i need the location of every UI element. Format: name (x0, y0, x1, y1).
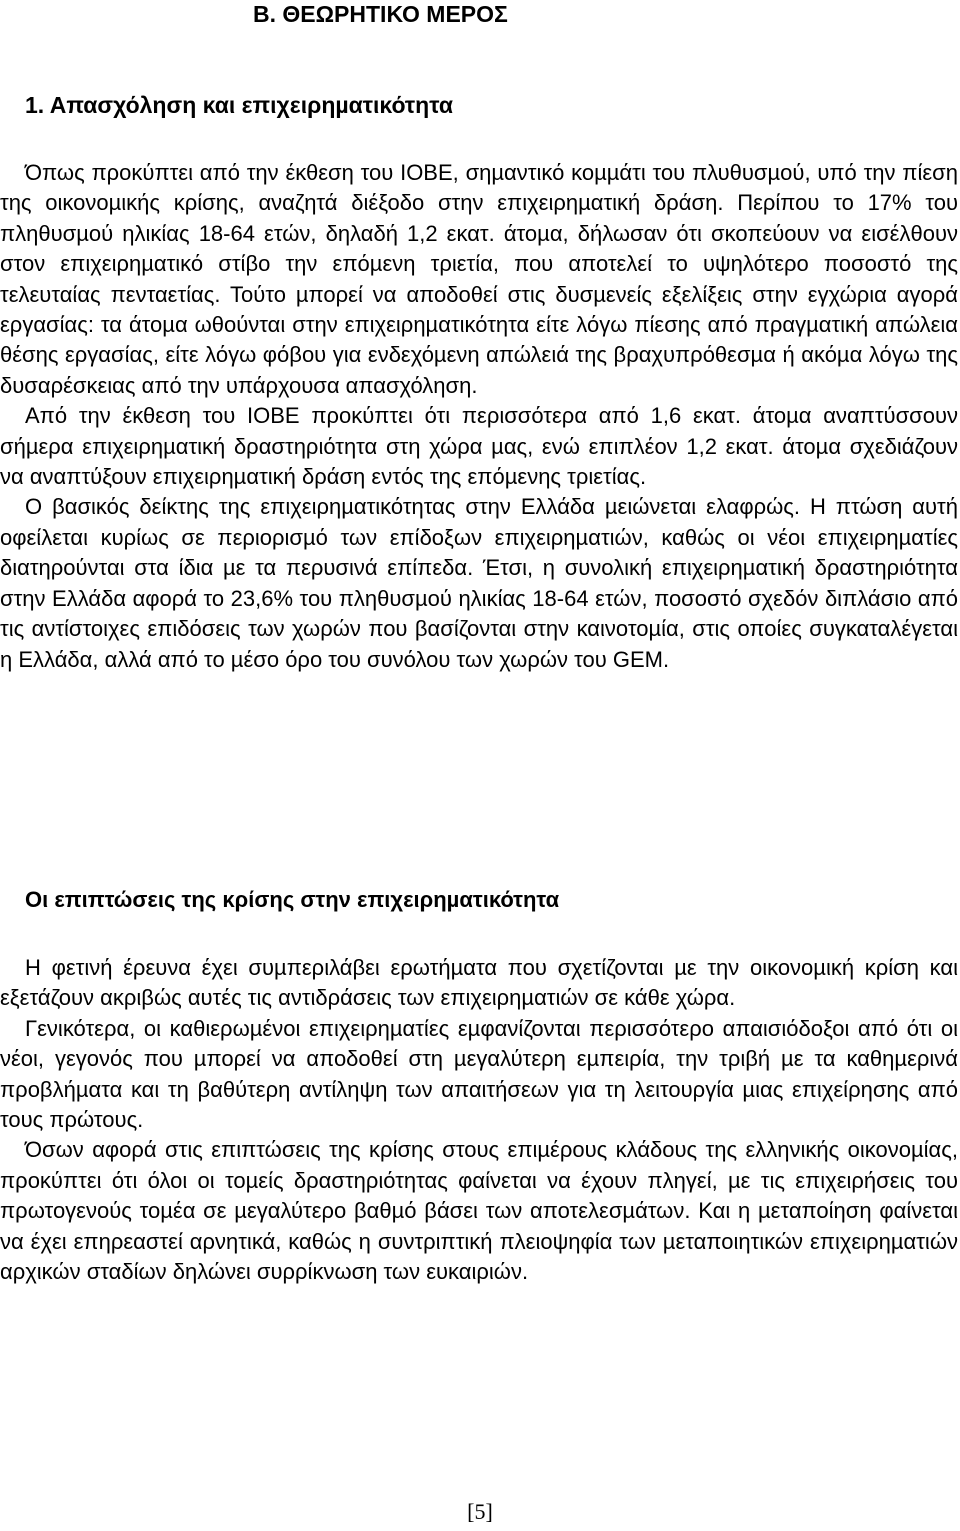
subsection-body (0, 953, 958, 1287)
paragraph-established-entrepreneurs: Γενικότερα, οι καθιερωµένοι επιχειρηµατίες εµφανίζονται περισσότερο απαισιόδοξοι από ότι οι νέοι, γεγονός που µπορεί να αποδοθεί στη µεγαλύτερη εµπειρία, την τριβή µε τα καθηµερινά προβλήµατα και τη βαθύτερη αντίληψη των απαιτήσεων για τη λειτουργία µιας επιχείρησης από τους πρώτους. (0, 1015, 958, 1133)
paragraph-main-indicator: Ο βασικός δείκτης της επιχειρηµατικότητας στην Ελλάδα µειώνεται ελαφρώς. Η πτώση αυτή οφείλεται κυρίως σε περιορισµό των επίδοξων επιχειρηµατιών, καθώς οι νέοι επιχειρηµατίες διατηρούνται στα ίδια µε τα περυσινά επίπεδα. Έτσι, η συνολική επιχειρηµατική δραστηριότητα στην Ελλάδα αφορά το 23,6% του πληθυσµού ηλικίας 18-64 ετών, ποσοστό σχεδόν διπλάσιο από τις αντίστοιχες επιδόσεις των χωρών που βασίζονται στην καινοτοµία, στις οποίες συγκαταλέγεται η Ελλάδα, αλλά από το µέσο όρο του συνόλου των χωρών του GEM. (0, 494, 958, 672)
section-body (0, 158, 958, 675)
paragraph-survey-questions: Η φετινή έρευνα έχει συµπεριλάβει ερωτήµατα που σχετίζονται µε την οικονοµική κρίση και εξετάζουν ακριβώς αυτές τις αντιδράσεις των επιχειρηµατιών σε κάθε χώρα. (0, 955, 958, 1011)
section-title: 1. Απασχόληση και επιχειρηµατικότητα (25, 92, 453, 118)
paragraph-sector-impact: Όσων αφορά στις επιπτώσεις της κρίσης στους επιµέρους κλάδους της ελληνικής οικονοµίας, προκύπτει ότι όλοι οι τοµείς δραστηριότητας φαίνεται να έχουν πληγεί, µε τις επιχειρήσεις του πρωτογενούς τοµέα σε µεγαλύτερο βαθµό βάσει των αποτελεσµάτων. Και η µεταποίηση φαίνεται να έχει επηρεαστεί αρνητικά, καθώς η συντριπτική πλειοψηφία των µεταποιητικών επιχειρηµατιών αρχικών σταδίων δηλώνει συρρίκνωση των ευκαιριών. (0, 1137, 958, 1285)
paragraph-entrepreneurial-activity: Από την έκθεση του ΙΟΒΕ προκύπτει ότι περισσότερα από 1,6 εκατ. άτοµα αναπτύσσουν σήµερα επιχειρηµατική δραστηριότητα στη χώρα µας, ενώ επιπλέον 1,2 εκατ. άτοµα σχεδιάζουν να αναπτύξουν επιχειρηµατική δράση εντός της επόµενης τριετίας. (0, 403, 958, 490)
paragraph-employment-intentions: Όπως προκύπτει από την έκθεση του ΙΟΒΕ, σηµαντικό κοµµάτι του πλυθυσµού, υπό την πίεση της οικονοµικής κρίσης, αναζητά διέξοδο στην επιχειρηµατική δράση. Περίπου το 17% του πληθυσµού ηλικίας 18-64 ετών, δηλαδή 1,2 εκατ. άτοµα, δήλωσαν ότι σκοπεύουν να εισέλθουν στον επιχειρηµατικό στίβο την επόµενη τριετία, που αποτελεί το υψηλότερο ποσοστό της τελευταίας πενταετίας. Τούτο µπορεί να αποδοθεί στις δυσµενείς εξελίξεις στην εγχώρια αγορά εργασίας: τα άτοµα ωθούνται στην επιχειρηµατικότητα είτε λόγω πίεσης από πραγµατική απώλεια θέσης εργασίας, είτε λόγω φόβου για ενδεχόµενη απώλειά της βραχυπρόθεσµα ή ακόµα λόγω της δυσαρέσκειας από την υπάρχουσα απασχόληση. (0, 160, 958, 398)
subsection-title: Οι επιπτώσεις της κρίσης στην επιχειρηµατικότητα (25, 887, 560, 912)
page-number: [5] (467, 1499, 493, 1524)
part-title: Β. ΘΕΩΡΗΤΙΚΟ ΜΕΡΟΣ (253, 1, 508, 27)
